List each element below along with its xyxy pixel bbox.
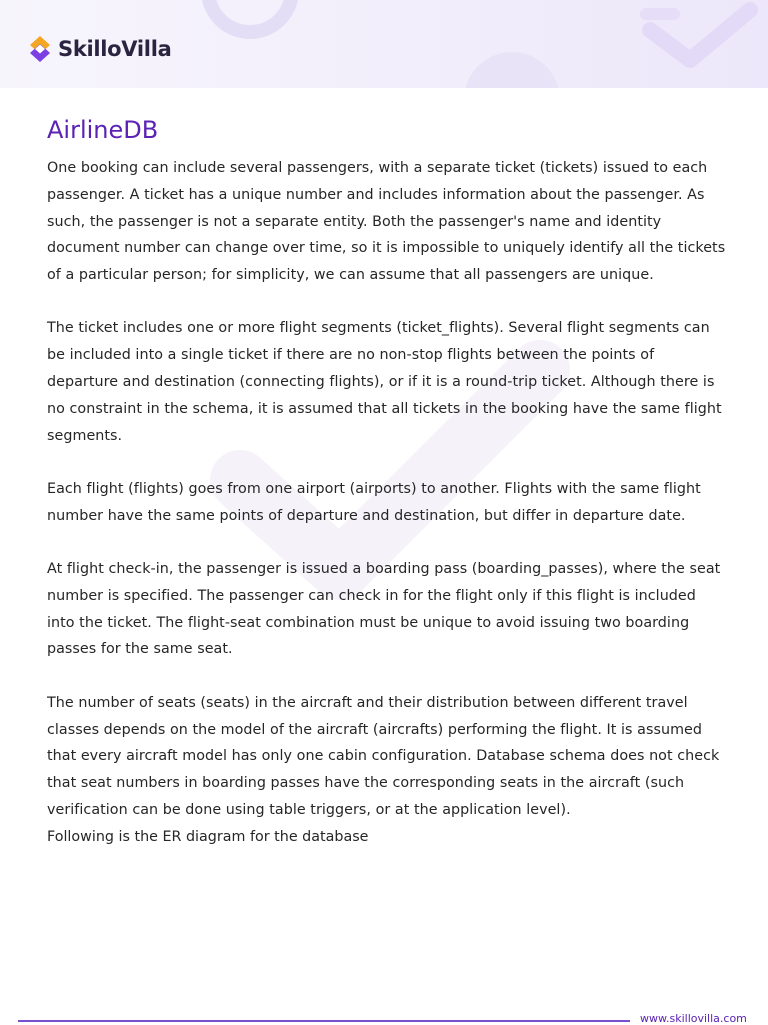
paragraph-passengers: One booking can include several passengers, with a separate ticket (tickets) issued to each passenger. A ticket has a unique number and includes information about the passenger. As such, the passenger is not a separate entity. Both the passenger's name and identity document number can change over time, so it is impossible to uniquely identify all the tickets of a particular person; for simplicity, we can assume that all passengers are unique. [47,160,726,284]
document-body [47,155,727,851]
paragraph-ticket-flights: The ticket includes one or more flight segments (ticket_flights). Several flight segments can be included into a single ticket if there are no non-stop flights between the points of departure and destination (connecting flights), or if it is a round-trip ticket. Although there is no constraint in the schema, it is assumed that all tickets in the booking have the same flight segments. [47,320,722,444]
paragraph-seats: The number of seats (seats) in the aircraft and their distribution between different travel classes depends on the model of the aircraft (aircrafts) performing the flight. It is assumed that every aircraft model has only one cabin configuration. Database schema does not check that seat numbers in boarding passes have the corresponding seats in the aircraft (such verification can be done using table triggers, or at the application level). [47,694,720,818]
page-title: AirlineDB [47,116,159,144]
brand-name: SkilloVilla [58,37,172,61]
brand-logo [27,34,171,64]
skillovilla-logo-icon [27,34,53,64]
page-header [0,0,768,88]
er-diagram-intro: Following is the ER diagram for the database [47,828,369,845]
footer-website-link[interactable]: www.skillovilla.com [640,1012,747,1025]
paragraph-flights: Each flight (flights) goes from one airport (airports) to another. Flights with the same flight number have the same points of departure and destination, but differ in departure date. [47,480,701,524]
paragraph-boarding-passes: At flight check-in, the passenger is issued a boarding pass (boarding_passes), where the seat number is specified. The passenger can check in for the flight only if this flight is included into the ticket. The flight-seat combination must be unique to avoid issuing two boarding passes for the same seat. [47,561,721,658]
footer-divider [18,1020,630,1022]
